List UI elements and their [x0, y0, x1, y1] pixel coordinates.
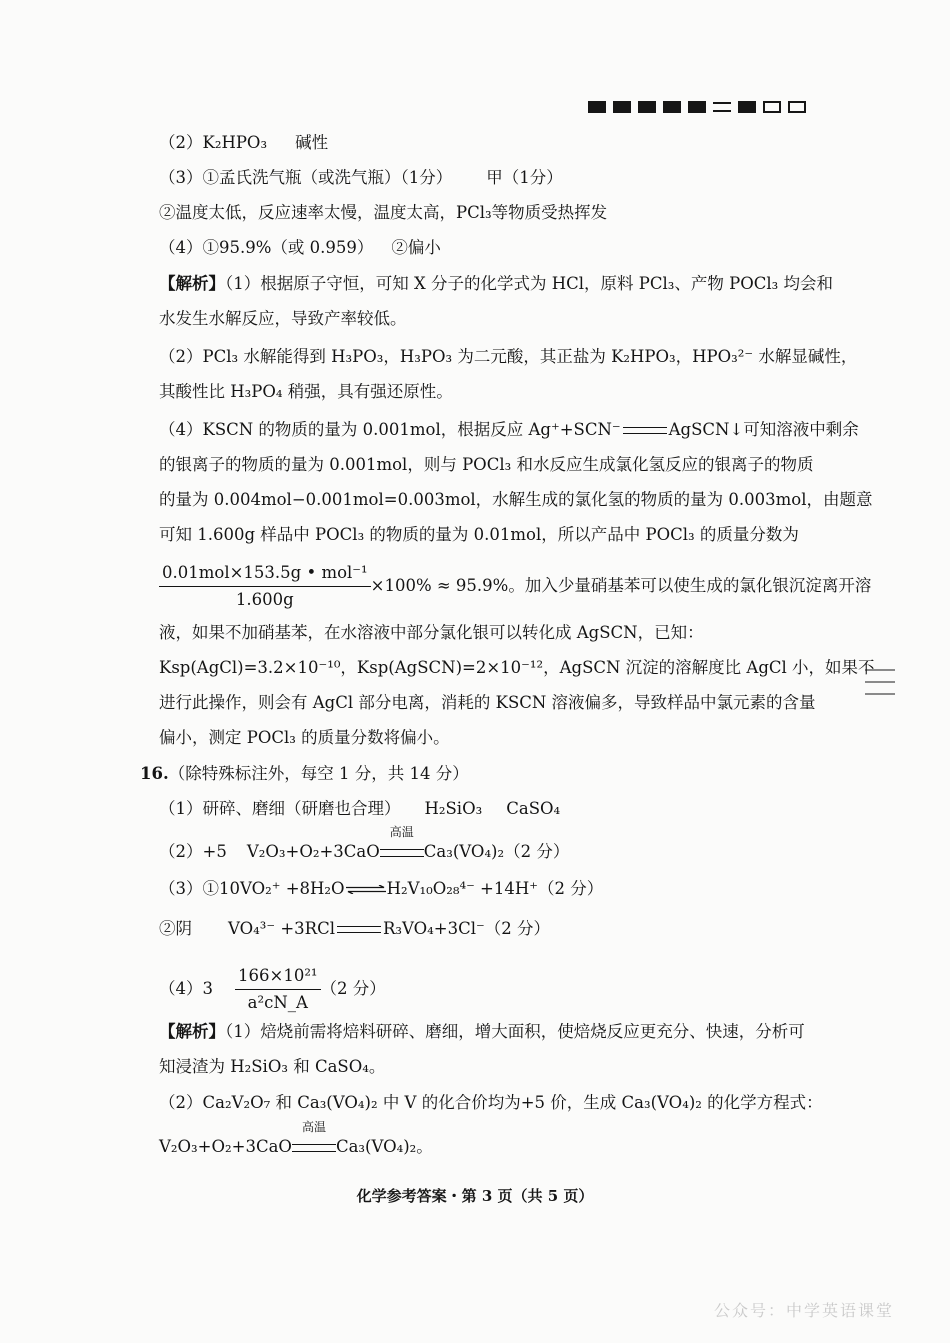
- q15-answer-3b: ②温度太低，反应速率太慢，温度太高，PCl₃等物质受热挥发: [159, 203, 608, 222]
- q15-exp-4-line5: $\frac{\text{0.01mol×153.5g • mol⁻¹}}{1.600g}$ ×100% ≈ 95.9%。加入少量硝基苯可以使生成的氯化银沉淀离开溶: [159, 562, 871, 611]
- page-footer: 化学参考答案・第 3 页（共 5 页）: [356, 1187, 594, 1205]
- q15-exp-2-line2: 其酸性比 H₃PO₄ 稍强，具有强还原性。: [159, 382, 453, 401]
- density-fraction: $\frac{\text{166×10²¹}}{\text{a²cN\_A}}$: [235, 965, 321, 1014]
- q15-answer-3: （3）①孟氏洗气瓶（或洗气瓶）（1分） 甲（1分）: [159, 168, 563, 187]
- mark-double-line: [713, 101, 731, 113]
- q15-exp-1-line1: 【解析】（1）根据原子守恒，可知 X 分子的化学式为 HCl，原料 PCl₃、产物 POCl₃ 均会和: [159, 274, 834, 293]
- q16-answer-4: （4）3 $\frac{\text{166×10²¹}}{\text{a²cN\_A}}$ （2 分）: [159, 966, 386, 1012]
- mark-filled: [588, 101, 606, 113]
- q16-answer-3b: ②阴 VO₄³⁻ +3RCl R₃VO₄+3Cl⁻（2 分）: [159, 919, 550, 938]
- q16-answer-3: （3）①10VO₂⁺ +8H₂O H₂V₁₀O₂₈⁴⁻ +14H⁺（2 分）: [159, 879, 604, 898]
- equals-sign: [337, 926, 381, 933]
- reversible-arrow-icon: [346, 885, 386, 894]
- high-temp-condition: 高温: [292, 1136, 336, 1158]
- q16-heading: 16.（除特殊标注外，每空 1 分，共 14 分）: [140, 764, 469, 783]
- q15-exp-4-line4: 可知 1.600g 样品中 POCl₃ 的物质的量为 0.01mol，所以产品中 POCl₃ 的质量分数为: [159, 525, 799, 544]
- mass-fraction: $\frac{\text{0.01mol×153.5g • mol⁻¹}}{1.600g}$: [159, 562, 371, 611]
- mark-filled: [613, 101, 631, 113]
- mark-filled: [738, 101, 756, 113]
- mark-filled: [638, 101, 656, 113]
- q15-exp-4-line8: 进行此操作，则会有 AgCl 部分电离，消耗的 KSCN 溶液偏多，导致样品中氯元素的含量: [159, 693, 816, 712]
- q16-answer-2: （2）+5 V₂O₃+O₂+3CaO 高温 Ca₃(VO₄)₂（2 分）: [159, 825, 570, 861]
- q15-answer-2: （2）K₂HPO₃ 碱性: [159, 133, 329, 152]
- q16-exp-1-line2: 知浸渣为 H₂SiO₃ 和 CaSO₄。: [159, 1057, 386, 1076]
- q15-exp-4-line2: 的银离子的物质的量为 0.001mol，则与 POCl₃ 和水反应生成氯化氢反应的银离子的物质: [159, 455, 814, 474]
- mark-empty: [788, 101, 806, 113]
- watermark: 公众号：中学英语课堂: [713, 1301, 894, 1320]
- q16-exp-1-line1: 【解析】（1）焙烧前需将焙料研碎、磨细，增大面积，使焙烧反应更充分、快速，分析可: [159, 1022, 805, 1041]
- q16-exp-2-line2: V₂O₃+O₂+3CaO 高温 Ca₃(VO₄)₂。: [159, 1120, 433, 1156]
- q15-exp-1-line2: 水发生水解反应，导致产率较低。: [159, 309, 407, 328]
- q15-exp-4-line9: 偏小，测定 POCl₃ 的质量分数将偏小。: [159, 728, 450, 747]
- q15-exp-4-line3: 的量为 0.004mol−0.001mol=0.003mol，水解生成的氯化氢的物质的量为 0.003mol，由题意: [159, 490, 873, 509]
- mark-filled: [663, 101, 681, 113]
- q15-exp-2-line1: （2）PCl₃ 水解能得到 H₃PO₃，H₃PO₃ 为二元酸，其正盐为 K₂HPO₃，HPO₃²⁻ 水解显碱性，: [159, 347, 858, 366]
- q15-exp-4-line7: Ksp(AgCl)=3.2×10⁻¹⁰，Ksp(AgSCN)=2×10⁻¹²，AgSCN 沉淀的溶解度比 AgCl 小，如果不: [159, 658, 875, 677]
- mark-filled: [688, 101, 706, 113]
- q16-answer-1: （1）研碎、磨细（研磨也合理） H₂SiO₃ CaSO₄: [159, 799, 561, 818]
- q15-answer-4: （4）①95.9%（或 0.959） ②偏小: [159, 238, 441, 257]
- q15-exp-4-line1: （4）KSCN 的物质的量为 0.001mol，根据反应 Ag⁺+SCN⁻ AgSCN↓可知溶液中剩余: [159, 420, 859, 439]
- equals-sign: [623, 427, 667, 434]
- header-marks: [588, 101, 806, 115]
- q16-exp-2-line1: （2）Ca₂V₂O₇ 和 Ca₃(VO₄)₂ 中 V 的化合价均为+5 价，生成 Ca₃(VO₄)₂ 的化学方程式：: [159, 1093, 823, 1112]
- q15-exp-4-line6: 液，如果不加硝基苯，在水溶液中部分氯化银可以转化成 AgSCN，已知：: [159, 623, 704, 642]
- high-temp-condition: 高温: [380, 841, 424, 863]
- mark-empty: [763, 101, 781, 113]
